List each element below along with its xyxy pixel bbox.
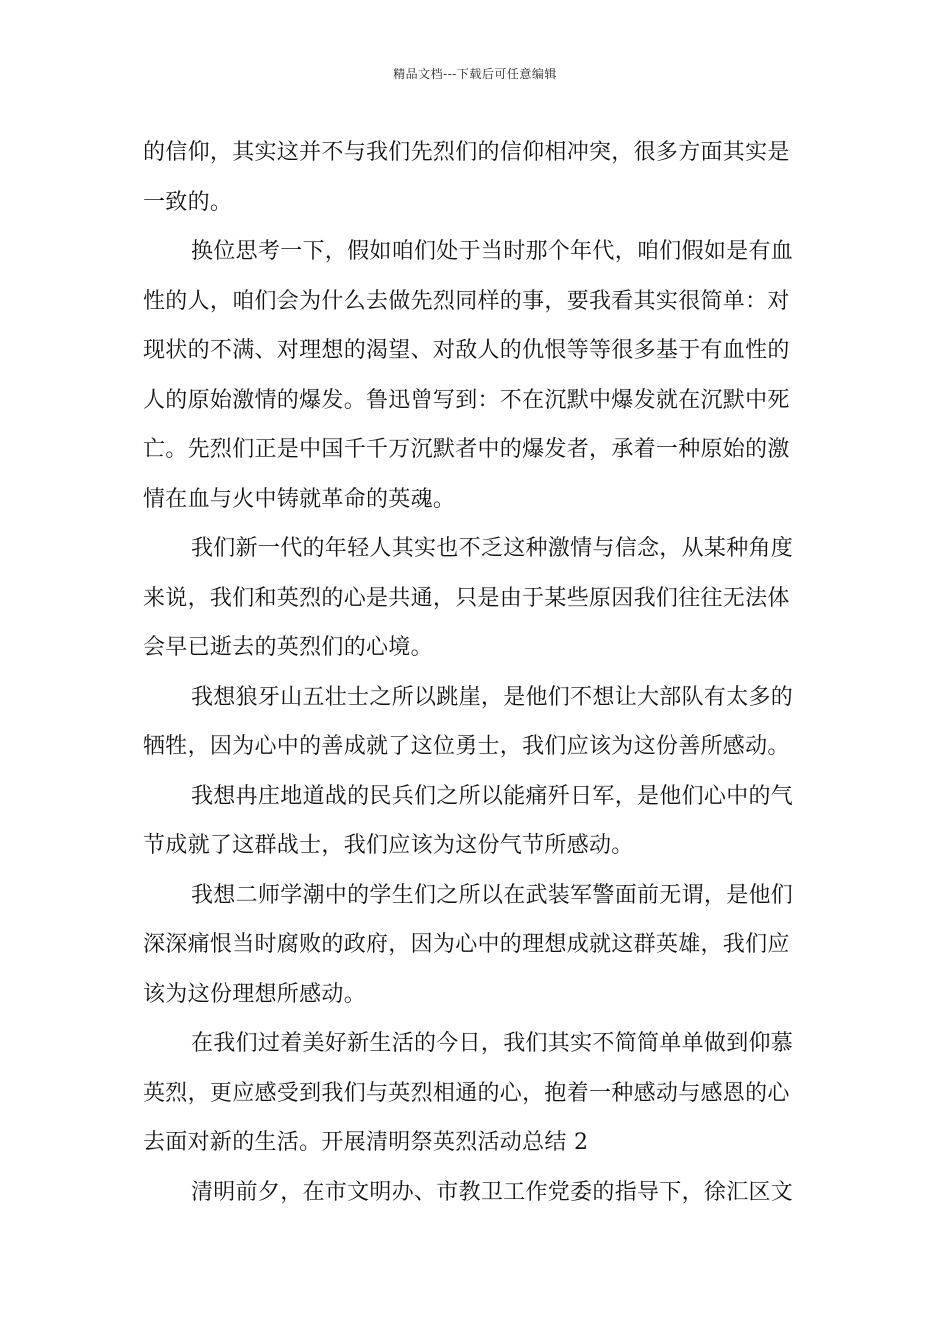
text-line: 来说，我们和英烈的心是共通，只是由于某些原因我们往往无法体 — [143, 585, 790, 611]
text-line: 会早已逝去的英烈们的心境。 — [143, 635, 433, 660]
text-line: 牺牲，因为心中的善成就了这位勇士，我们应该为这份善所感动。 — [143, 734, 790, 759]
paragraph-start: 在我们过着美好新生活的今日，我们其实不简简单单做到仰慕 — [191, 1031, 794, 1056]
text-line: 节成就了这群战士，我们应该为这份气节所感动。 — [143, 833, 634, 858]
text-line: 一致的。 — [143, 189, 233, 215]
paragraph-start: 我想冉庄地道战的民兵们之所以能痛歼日军，是他们心中的气 — [191, 783, 794, 809]
text-line: 去面对新的生活。开展清明祭英烈活动总结 2 — [143, 1130, 589, 1155]
text-line: 深深痛恨当时腐败的政府，因为心中的理想成就这群英雄，我们应 — [143, 932, 790, 957]
text-line: 现状的不满、对理想的渴望、对敌人的仇恨等等很多基于有血性的 — [143, 338, 790, 363]
text-line: 人的原始激情的爆发。鲁迅曾写到：不在沉默中爆发就在沉默中死 — [143, 387, 790, 413]
paragraph-start: 换位思考一下，假如咱们处于当时那个年代，咱们假如是有血 — [191, 239, 794, 264]
document-body — [143, 128, 811, 1217]
page-header: 精品文档---下载后可任意编辑 — [393, 67, 557, 81]
text-line: 性的人，咱们会为什么去做先烈同样的事，要我看其实很简单：对 — [143, 288, 790, 314]
text-line: 亡。先烈们正是中国千千万沉默者中的爆发者，承着一种原始的激 — [143, 437, 790, 462]
text-line: 的信仰，其实这并不与我们先烈们的信仰相冲突，很多方面其实是 — [143, 140, 790, 165]
paragraph-start: 我们新一代的年轻人其实也不乏这种激情与信念，从某种角度 — [191, 536, 794, 561]
paragraph-start: 清明前夕，在市文明办、市教卫工作党委的指导下，徐汇区文 — [191, 1179, 794, 1205]
paragraph-start: 我想狼牙山五壮士之所以跳崖，是他们不想让大部队有太多的 — [191, 684, 794, 710]
paragraph-start: 我想二师学潮中的学生们之所以在武装军警面前无谓，是他们 — [191, 882, 794, 908]
text-line: 该为这份理想所感动。 — [143, 981, 367, 1007]
text-line: 英烈，更应感受到我们与英烈相通的心，抱着一种感动与感恩的心 — [143, 1080, 790, 1106]
text-line: 情在血与火中铸就革命的英魂。 — [143, 486, 456, 512]
